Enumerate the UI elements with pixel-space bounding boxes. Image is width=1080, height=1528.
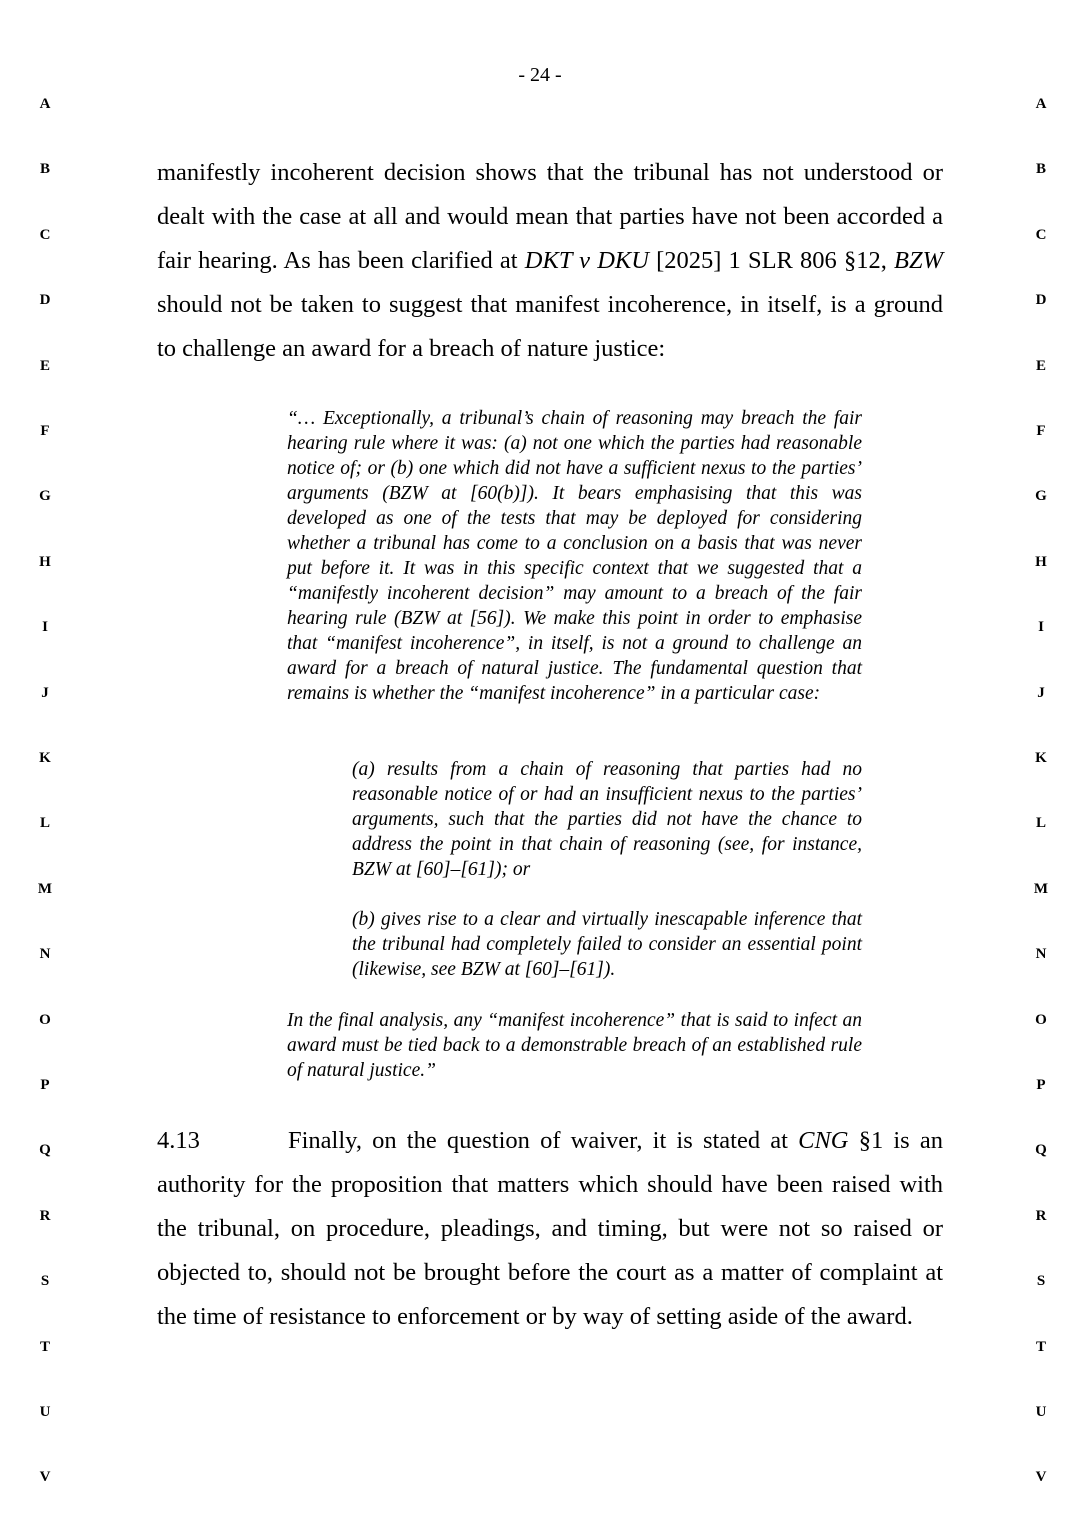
margin-letter-p: P [40,1077,50,1093]
margin-letter-o: O [39,1012,51,1028]
quote-item-a: (a) results from a chain of reasoning that parties had no reasonable notice of or had an insufficient nexus to the parties’ arguments, such that the parties did not have the chance to address the point in that chain of reasoning (see, for instance, BZW at [60]–[61]); or [352,759,862,880]
para-text: [2025] 1 SLR 806 §12, [648,247,894,274]
margin-letter-s: S [1036,1273,1046,1289]
margin-letter-k: K [1035,750,1047,766]
margin-letter-g: G [39,488,51,504]
left-margin-letters [30,0,60,1528]
margin-letter-r: R [39,1208,51,1224]
paragraph-4-13 [157,1119,943,1339]
margin-letter-e: E [1035,358,1046,374]
margin-letter-h: H [39,554,51,570]
case-citation: DKT v DKU [524,247,649,274]
case-citation: BZW [894,247,943,274]
margin-letter-f: F [40,423,50,439]
margin-letter-e: E [39,358,50,374]
margin-letter-v: V [1035,1469,1047,1485]
paragraph-continued [157,151,943,371]
page-number: - 24 - [518,64,562,86]
margin-letter-o: O [1035,1012,1047,1028]
paragraph-number: 4.13 [157,1127,200,1154]
margin-letter-i: I [42,619,48,635]
margin-letter-d: D [1035,292,1047,308]
margin-letter-u: U [1035,1404,1047,1420]
margin-letter-a: A [39,96,51,112]
margin-letter-d: D [39,292,51,308]
margin-letter-i: I [1038,619,1044,635]
margin-letter-c: C [1035,227,1047,243]
margin-letter-m: M [37,881,53,897]
margin-letter-n: N [39,946,51,962]
para-text: §1 is an authority for the proposition that matters which should have been raised with the tribunal, on procedure, pleadings, and timing, but were not so raised or objected to, should not be brought before the court as a matter of complaint at the time of resistance to enforcement or by way of setting aside of the award. [157,1127,943,1330]
margin-letter-k: K [39,750,51,766]
margin-letter-b: B [1035,161,1046,177]
margin-letter-h: H [1035,554,1047,570]
para-text: Finally, on the question of waiver, it is stated at [288,1127,799,1154]
margin-letter-s: S [40,1273,50,1289]
para-text: manifestly incoherent decision shows that the tribunal has not understood or dealt with the case at all and would mean that parties have not been accorded a fair hearing. As has been clarified at [157,159,943,274]
margin-letter-t: T [39,1339,50,1355]
margin-letter-a: A [1035,96,1047,112]
margin-letter-v: V [39,1469,51,1485]
margin-letter-l: L [1035,815,1046,831]
margin-letter-t: T [1035,1339,1046,1355]
margin-letter-f: F [1036,423,1046,439]
margin-letter-m: M [1033,881,1049,897]
margin-letter-j: J [41,685,49,701]
quote-closing: In the final analysis, any “manifest incoherence” that is said to infect an award must be tied back to a demonstrable breach of an established rule of natural justice.” [287,1010,862,1081]
margin-letter-l: L [39,815,50,831]
margin-letter-r: R [1035,1208,1047,1224]
para-text: should not be taken to suggest that manifest incoherence, in itself, is a ground to challenge an award for a breach of nature justice: [157,291,943,362]
margin-letter-u: U [39,1404,51,1420]
right-margin-letters [1026,0,1056,1528]
block-quote: “… Exceptionally, a tribunal’s chain of reasoning may breach the fair hearing rule where it was: (a) not one which the parties had reasonable notice of; or (b) one which did not have a sufficient nexus to the parties’ arguments (BZW at [60(b)]). It bears emphasising that this was developed as one of the tests that may be deployed for considering whether a tribunal has come to a conclusion on a basis that was never put before it. It was in this specific context that we suggested that a “manifestly incoherent decision” may amount to a breach of the fair hearing rule (BZW at [56]). We make this point in order to emphasise that “manifest incoherence”, in itself, is not a ground to challenge an award for a breach of natural justice. The fundamental question that remains is whether the “manifest incoherence” in a particular case: [287,408,862,704]
margin-letter-b: B [39,161,50,177]
margin-letter-q: Q [39,1142,51,1158]
margin-letter-j: J [1037,685,1045,701]
margin-letter-p: P [1036,1077,1046,1093]
case-citation: CNG [798,1127,849,1154]
margin-letter-q: Q [1035,1142,1047,1158]
quote-item-b: (b) gives rise to a clear and virtually inescapable inference that the tribunal had completely failed to consider an essential point (likewise, see BZW at [60]–[61]). [352,909,862,980]
margin-letter-n: N [1035,946,1047,962]
margin-letter-g: G [1035,488,1047,504]
margin-letter-c: C [39,227,51,243]
